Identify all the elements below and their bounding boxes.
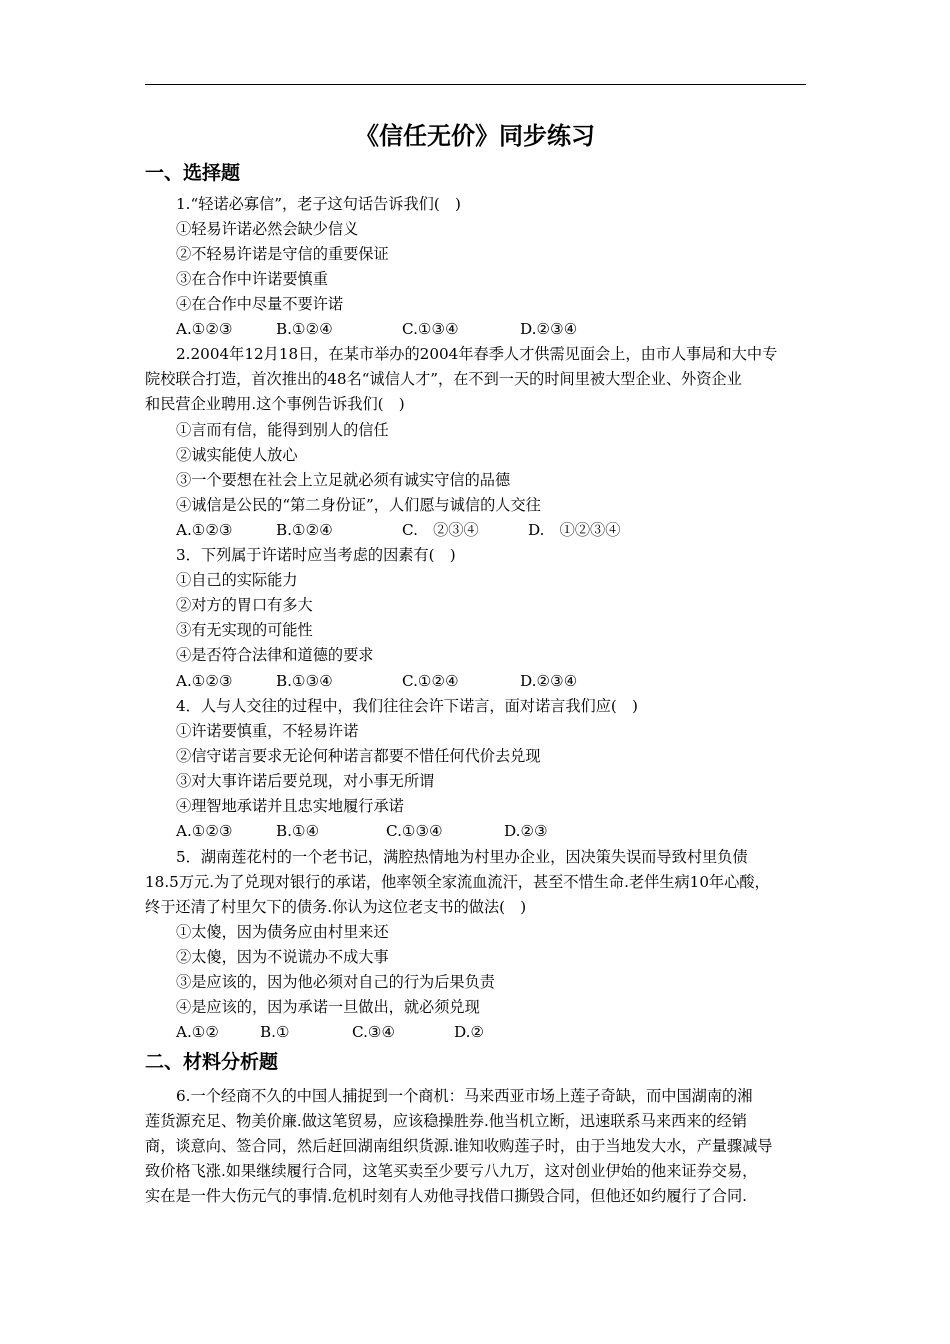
question-3-item: ①自己的实际能力	[176, 571, 298, 589]
question-4-options	[176, 819, 548, 844]
option: A.①②③	[176, 521, 233, 539]
question-5-item: ③是应该的，因为他必须对自己的行为后果负责	[176, 973, 495, 991]
header-rule	[145, 84, 806, 85]
option: D.②③	[504, 822, 548, 840]
option: D.②③④	[520, 320, 578, 338]
question-4-item: ②信守诺言要求无论何种诺言都要不惜任何代价去兑现	[176, 747, 541, 765]
question-2-item: ④诚信是公民的“第二身份证”，人们愿与诚信的人交往	[176, 496, 541, 514]
question-4-item: ③对大事许诺后要兑现，对小事无所谓	[176, 772, 435, 790]
option: D.②	[454, 1023, 485, 1041]
question-5-stem: 5．湖南莲花村的一个老书记，满腔热情地为村里办企业，因决策失误而导致村里负债	[176, 848, 748, 866]
question-4-stem: 4．人与人交往的过程中，我们往往会许下诺言，面对诺言我们应( )	[176, 697, 638, 715]
question-4-item: ①许诺要慎重，不轻易许诺	[176, 722, 359, 740]
option: D. ①②③④	[528, 521, 621, 539]
question-3-item: ②对方的胃口有多大	[176, 596, 313, 614]
question-3-options	[176, 669, 577, 694]
option: C.①②④	[402, 672, 459, 690]
question-5-options	[176, 1020, 484, 1045]
option: C.①③④	[402, 320, 459, 338]
question-1-item: ①轻易许诺必然会缺少信义	[176, 220, 359, 238]
question-1-item: ④在合作中尽量不要许诺	[176, 295, 344, 313]
question-2-item: ③一个要想在社会上立足就必须有诚实守信的品德	[176, 471, 511, 489]
question-6-text: 6.一个经商不久的中国人捕捉到一个商机：马来西亚市场上莲子奇缺，而中国湖南的湘	[176, 1087, 753, 1105]
option: A.①②③	[176, 672, 233, 690]
question-4-item: ④理智地承诺并且忠实地履行承诺	[176, 797, 404, 815]
question-5-stem: 18.5万元.为了兑现对银行的承诺，他率领全家流血流汗，甚至不惜生命.老伴生病10年心酸，	[145, 873, 770, 891]
question-6-text: 商，谈意向、签合同，然后赶回湖南组织货源.谁知收购莲子时，由于当地发大水，产量骤减导	[145, 1137, 773, 1155]
question-6-text: 致价格飞涨.如果继续履行合同，这笔买卖至少要亏八九万，这对创业伊始的他来证券交易，	[145, 1162, 758, 1180]
question-3-item: ③有无实现的可能性	[176, 621, 313, 639]
page-title: 《信任无价》同步练习	[355, 122, 595, 150]
option: B.①②④	[276, 320, 333, 338]
option: B.①②④	[276, 521, 333, 539]
section-heading-analysis: 二、材料分析题	[145, 1051, 279, 1073]
question-3-item: ④是否符合法律和道德的要求	[176, 646, 374, 664]
question-1-item: ③在合作中许诺要慎重	[176, 270, 328, 288]
option: C. ②③④	[402, 521, 479, 539]
question-1-item: ②不轻易许诺是守信的重要保证	[176, 245, 389, 263]
option: B.①④	[276, 822, 320, 840]
option: A.①②③	[176, 822, 233, 840]
question-6-text: 莲货源充足、物美价廉.做这笔贸易，应该稳操胜券.他当机立断，迅速联系马来西来的经销	[145, 1112, 747, 1130]
option: B.①③④	[276, 672, 333, 690]
question-6-text: 实在是一件大伤元气的事情.危机时刻有人劝他寻找借口撕毁合同，但他还如约履行了合同.	[145, 1187, 747, 1205]
question-2-item: ②诚实能使人放心	[176, 446, 298, 464]
section-heading-choice: 一、选择题	[145, 162, 241, 184]
question-2-options	[176, 518, 620, 543]
question-2-stem: 2.2004年12月18日，在某市举办的2004年春季人才供需见面会上，由市人事局和大中专	[176, 345, 778, 363]
question-5-stem: 终于还清了村里欠下的债务.你认为这位老支书的做法( )	[145, 898, 527, 916]
question-5-item: ④是应该的，因为承诺一旦做出，就必须兑现	[176, 998, 480, 1016]
option: A.①②	[176, 1023, 220, 1041]
question-2-stem: 院校联合打造，首次推出的48名“诚信人才”，在不到一天的时间里被大型企业、外资企业	[145, 370, 742, 388]
question-2-item: ①言而有信，能得到别人的信任	[176, 421, 389, 439]
question-1-options	[176, 317, 577, 342]
question-2-stem: 和民营企业聘用.这个事例告诉我们( )	[145, 395, 405, 413]
question-1-stem: 1.“轻诺必寡信”，老子这句话告诉我们( )	[176, 195, 461, 213]
question-3-stem: 3．下列属于许诺时应当考虑的因素有( )	[176, 546, 456, 564]
option: A.①②③	[176, 320, 233, 338]
question-5-item: ②太傻，因为不说谎办不成大事	[176, 948, 389, 966]
option: D.②③④	[520, 672, 578, 690]
option: C.①③④	[386, 822, 443, 840]
option: B.①	[260, 1023, 290, 1041]
question-5-item: ①太傻，因为债务应由村里来还	[176, 923, 389, 941]
option: C.③④	[352, 1023, 396, 1041]
